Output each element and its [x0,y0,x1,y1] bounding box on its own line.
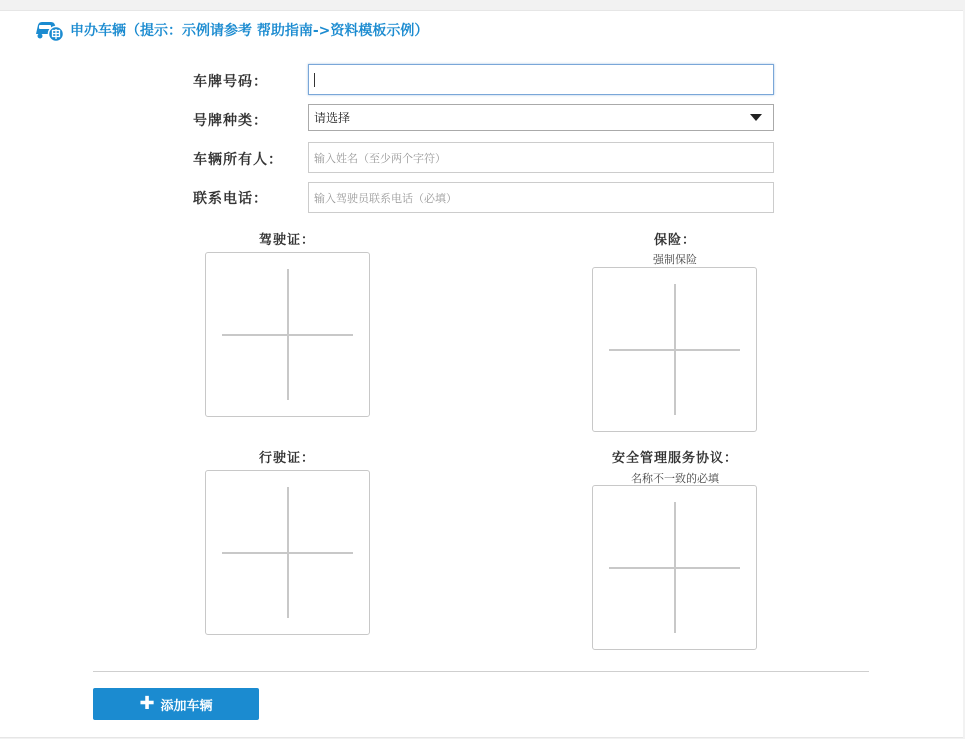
safety-agreement-upload[interactable] [592,485,757,650]
safety-agreement-label: 安全管理服务协议： [611,451,739,466]
insurance-upload[interactable] [592,267,757,432]
plate-type-label: 号牌种类： [193,113,268,129]
add-vehicle-button[interactable] [93,688,259,720]
plus-icon: ✚ [139,693,155,714]
driver-license-upload[interactable] [205,252,370,417]
insurance-label: 保险： [653,233,697,248]
plate-type-select[interactable] [308,104,774,131]
vehicle-license-label: 行驶证： [258,451,316,466]
owner-label: 车辆所有人： [193,152,283,168]
phone-label: 联系电话： [193,191,268,207]
add-vehicle-label: 添加车辆 [160,698,213,714]
safety-agreement-sub-label: 名称不一致的必填 [631,472,719,485]
vehicle-license-upload[interactable] [205,470,370,635]
plate-type-selected: 请选择 [314,111,351,125]
owner-placeholder: 输入姓名（至少两个字符） [314,151,446,165]
owner-input[interactable] [308,142,774,173]
text-caret [314,73,315,87]
divider [93,671,869,672]
car-badge-icon [34,18,64,42]
dropdown-arrow-icon [750,114,762,121]
plate-number-label: 车牌号码： [193,74,268,90]
plate-number-input[interactable] [308,64,774,95]
phone-placeholder: 输入驾驶员联系电话（必填） [314,191,457,205]
insurance-sub-label: 强制保险 [653,253,697,266]
section-header [34,18,428,42]
driver-license-label: 驾驶证： [258,233,316,248]
section-title: 申办车辆（提示：示例请参考 帮助指南->资料模板示例） [70,23,429,39]
phone-input[interactable] [308,182,774,213]
